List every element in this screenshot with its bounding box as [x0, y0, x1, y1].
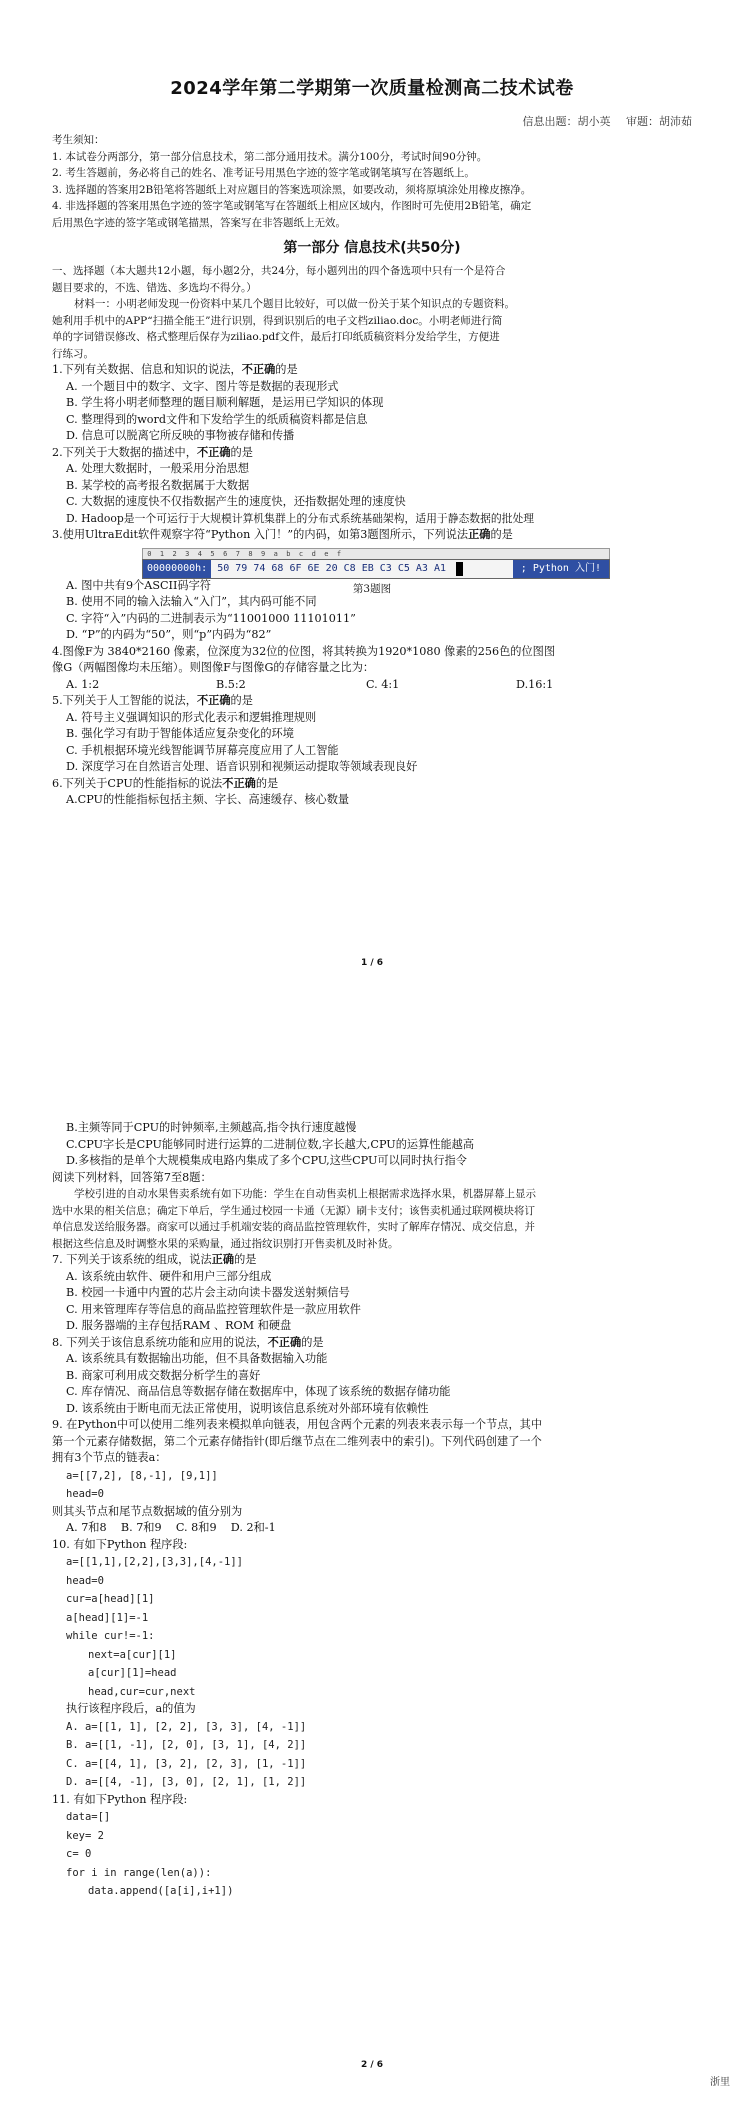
page-number: 1 / 6 — [360, 958, 384, 968]
question-stem: 10. 有如下Python 程序段: — [52, 1537, 188, 1551]
corner-label: 浙里 — [710, 2077, 730, 2088]
option-c: C. 整理得到的word文件和下发给学生的纸质稿资料都是信息 — [66, 412, 368, 426]
code-line: a=[[7,2], [8,-1], [9,1]] — [66, 1469, 218, 1482]
option-c: C. 用来管理库存等信息的商品监控管理软件是一款应用软件 — [66, 1302, 361, 1316]
question-stem: 拥有3个节点的链表a： — [52, 1451, 167, 1464]
option-b: B. 某学校的高考报名数据属于大数据 — [66, 478, 250, 492]
question-6 — [52, 776, 692, 809]
question-stem: 7. 下列关于该系统的组成，说法正确的是 — [52, 1253, 257, 1266]
question-stem: 则其头节点和尾节点数据域的值分别为 — [52, 1504, 243, 1518]
option-a: A. 1:2 — [66, 677, 100, 691]
part1-title: 第一部分 信息技术(共50分) — [283, 240, 461, 256]
code-line: a=[[1,1],[2,2],[3,3],[4,-1]] — [66, 1556, 244, 1568]
notice-line: 1. 本试卷分两部分，第一部分信息技术，第二部分通用技术。满分100分，考试时间90分钟。 — [52, 150, 488, 163]
options-row — [52, 677, 692, 694]
page-2 — [0, 1060, 744, 2104]
question-stem: 5.下列关于人工智能的说法，不正确的是 — [52, 694, 253, 707]
question-stem: 3.使用UltraEdit软件观察字符“Python 入门！”的内码，如第3题图所示，下列说法正确的是 — [52, 528, 513, 541]
option-d: D. 深度学习在自然语言处理、语音识别和视频运动提取等领域表现良好 — [66, 760, 418, 773]
hex-address: 00000000h: — [143, 560, 211, 578]
option-d: D. 该系统由于断电而无法正常使用，说明该信息系统对外部环境有依赖性 — [66, 1401, 429, 1415]
intro-line: 材料一：小明老师发现一份资料中某几个题目比较好，可以做一份关于某个知识点的专题资料。 — [74, 298, 515, 310]
option-c: C. 4:1 — [366, 677, 400, 691]
option-a: A. 该系统由软件、硬件和用户三部分组成 — [66, 1269, 272, 1283]
option-c: C. 字符“入”内码的二进制表示为“11001000 11101011” — [66, 611, 356, 625]
code-line: head=0 — [66, 1488, 104, 1500]
code-line: for i in range(len(a)): — [66, 1866, 212, 1879]
question-stem: 第一个元素存储数据，第二个元素存储指针(即后继节点在二维列表中的索引)。下列代码创建了一个 — [52, 1434, 542, 1448]
question-11 — [52, 1792, 692, 1901]
code-line: key= 2 — [66, 1829, 104, 1842]
code-block — [52, 1808, 692, 1901]
hex-bytes: 50 79 74 68 6F 6E 20 C8 EB C3 C5 A3 A1 — [217, 563, 446, 574]
option-a: A. 处理大数据时，一般采用分治思想 — [66, 462, 250, 475]
question-stem: 9. 在Python中可以使用二维列表来模拟单向链表，用包含两个元素的列表来表示每一个节点，其中 — [52, 1418, 543, 1431]
question-8 — [52, 1335, 692, 1418]
option-d: D.多核指的是单个大规模集成电路内集成了多个CPU,这些CPU可以同时执行指令 — [66, 1154, 467, 1167]
code-line: a[cur][1]=head — [88, 1667, 177, 1679]
question-1 — [52, 362, 692, 445]
option-a: A. 一个题目中的数字、文字、图片等是数据的表现形式 — [66, 379, 339, 393]
setter-label: 信息出题：胡小英 — [522, 115, 611, 128]
option-d: D. 信息可以脱离它所反映的事物被存储和传播 — [66, 429, 295, 442]
page-1-content — [52, 132, 692, 809]
hex-row — [142, 559, 610, 579]
question-stem: 8. 下列关于该信息系统功能和应用的说法，不正确的是 — [52, 1335, 324, 1349]
hex-ascii: ; Python 入门! — [513, 560, 609, 578]
notice-line: 2. 考生答题前，务必将自己的姓名、准考证号用黑色字迹的签字笔或钢笔填写在答题纸上。 — [52, 167, 475, 179]
option-c: C. 8和9 — [175, 1521, 217, 1534]
hex-ruler: 0 1 2 3 4 5 6 7 8 9 a b c d e f — [142, 548, 610, 559]
option-b: B. 使用不同的输入法输入“入门”，其内码可能不同 — [66, 595, 317, 608]
reading-line: 单信息发送给服务器。商家可以通过手机端安装的商品监控管理软件，实时了解库存情况、成交信息，并 — [52, 1221, 535, 1233]
text-cursor-icon — [456, 562, 463, 576]
reading-material — [52, 1170, 692, 1253]
question-stem: 6.下列关于CPU的性能指标的说法不正确的是 — [52, 776, 279, 790]
question-stem: 像G（两幅图像均未压缩）。则图像F与图像G的存储容量之比为： — [52, 661, 375, 674]
option-d: D. Hadoop是一个可运行于大规模计算机集群上的分布式系统基础架构，适用于静态数据的批处理 — [66, 511, 535, 525]
option-c: C.CPU字长是CPU能够同时进行运算的二进制位数,字长越大,CPU的运算性能越高 — [66, 1137, 475, 1151]
question-stem: 11. 有如下Python 程序段: — [52, 1792, 188, 1806]
option-a: A.CPU的性能指标包括主频、字长、高速缓存、核心数量 — [66, 793, 350, 806]
option-b: B. 学生将小明老师整理的题目顺利解题，是运用已学知识的体现 — [66, 396, 384, 409]
figure-caption: 第3题图 — [352, 582, 392, 595]
options-row — [52, 1520, 692, 1537]
intro-line: 一、选择题（本大题共12小题，每小题2分，共24分，每小题列出的四个备选项中只有一个是符合 — [52, 265, 506, 277]
intro-line: 题目要求的，不选、错选、多选均不得分。） — [52, 281, 257, 294]
code-line: c= 0 — [66, 1848, 92, 1860]
question-2 — [52, 445, 692, 528]
question-5 — [52, 693, 692, 776]
option-a: A. 符号主义强调知识的形式化表示和逻辑推理规则 — [66, 710, 317, 724]
page-number: 2 / 6 — [360, 2060, 384, 2070]
option-d: D. 2和-1 — [230, 1521, 276, 1534]
code-line: while cur!=-1: — [66, 1630, 155, 1642]
question-4 — [52, 644, 692, 694]
reading-line: 阅读下列材料，回答第7至8题： — [52, 1170, 212, 1184]
option-a: A. a=[[1, 1], [2, 2], [3, 3], [4, -1]] — [66, 1720, 307, 1733]
option-b: B. 校园一卡通中内置的芯片会主动向读卡器发送射频信号 — [66, 1286, 350, 1299]
option-c: C. 大数据的速度快不仅指数据产生的速度快，还指数据处理的速度快 — [66, 495, 406, 508]
option-b: B. 强化学习有助于智能体适应复杂变化的环境 — [66, 727, 294, 740]
code-line: data=[] — [66, 1811, 111, 1823]
question-9 — [52, 1417, 692, 1537]
question-stem: 2.下列关于大数据的描述中，不正确的是 — [52, 445, 253, 459]
question-10 — [52, 1537, 692, 1792]
intro-line: 行练习。 — [52, 347, 94, 360]
notice-line: 考生须知： — [52, 134, 105, 146]
byline — [511, 113, 693, 129]
intro-line: 单的字词错误修改、格式整理后保存为ziliao.pdf文件，最后打印纸质稿资料分发给学生，方便进 — [52, 331, 500, 343]
exam-title: 2024学年第二学期第一次质量检测高二技术试卷 — [170, 78, 574, 99]
reviewer-label: 审题：胡沛茹 — [626, 115, 692, 128]
option-d: D. 服务器端的主存包括RAM 、ROM 和硬盘 — [66, 1319, 292, 1332]
code-line: cur=a[head][1] — [66, 1593, 155, 1605]
notice-line: 4. 非选择题的答案用黑色字迹的签字笔或钢笔写在答题纸上相应区域内，作图时可先使用2B铅笔，确定 — [52, 200, 532, 212]
option-b: B. a=[[1, -1], [2, 0], [3, 1], [4, 2]] — [66, 1739, 307, 1751]
reading-line: 根据这些信息及时调整水果的采购量，通过指纹识别打开售卖机及时补货。 — [52, 1237, 399, 1250]
option-c: C. a=[[4, 1], [3, 2], [2, 3], [1, -1]] — [66, 1757, 307, 1770]
option-b: B.主频等同于CPU的时钟频率,主频越高,指令执行速度越慢 — [66, 1121, 357, 1134]
option-a: A. 该系统具有数据输出功能，但不具备数据输入功能 — [66, 1352, 328, 1365]
intro-line: 她利用手机中的APP“扫描全能王”进行识别，得到识别后的电子文档ziliao.doc。小明老师进行简 — [52, 314, 503, 327]
code-line: a[head][1]=-1 — [66, 1611, 149, 1624]
notice-line: 后用黑色字迹的签字笔或钢笔描黑，答案写在非答题纸上无效。 — [52, 216, 346, 229]
option-d: D. “P”的内码为“50”，则“p”内码为“82” — [66, 628, 272, 641]
page-2-content — [52, 1120, 692, 1901]
code-line: head=0 — [66, 1574, 104, 1587]
question-stem: 4.图像F为 3840*2160 像素，位深度为32位的位图，将其转换为1920*1080 像素的256色的位图图 — [52, 644, 556, 658]
notice-block — [52, 132, 692, 231]
question-7 — [52, 1252, 692, 1335]
code-block — [52, 1553, 692, 1701]
option-c: C. 手机根据环境光线智能调节屏幕亮度应用了人工智能 — [66, 743, 339, 757]
option-d: D.16:1 — [516, 677, 554, 691]
code-line: next=a[cur][1] — [88, 1648, 177, 1661]
option-c: C. 库存情况、商品信息等数据存储在数据库中，体现了该系统的数据存储功能 — [66, 1385, 451, 1398]
notice-line: 3. 选择题的答案用2B铅笔将答题纸上对应题目的答案选项涂黑，如要改动，须将原填涂处用橡皮擦净。 — [52, 183, 532, 196]
code-line: head,cur=cur,next — [88, 1685, 196, 1698]
question-6-continued — [52, 1120, 692, 1170]
option-b: B. 商家可利用成交数据分析学生的喜好 — [66, 1368, 261, 1382]
hex-editor-figure — [142, 548, 610, 579]
reading-line: 选中水果的相关信息；确定下单后，学生通过校园一卡通（无源）刷卡支付；该售卖机通过联网模块将订 — [52, 1204, 535, 1217]
intro-block — [52, 263, 692, 362]
option-d: D. a=[[4, -1], [3, 0], [2, 1], [1, 2]] — [66, 1776, 307, 1788]
question-stem: 1.下列有关数据、信息和知识的说法，不正确的是 — [52, 363, 298, 376]
option-a: A. 7和8 — [66, 1521, 107, 1534]
option-b: B.5:2 — [216, 677, 246, 691]
option-b: B. 7和9 — [120, 1521, 162, 1534]
question-stem: 执行该程序段后，a的值为 — [66, 1702, 196, 1715]
reading-line: 学校引进的自动水果售卖系统有如下功能：学生在自动售卖机上根据需求选择水果，机器屏幕上显示 — [74, 1188, 536, 1200]
code-line: data.append([a[i],i+1]) — [88, 1885, 234, 1897]
option-a: A. 图中共有9个ASCII码字符 — [66, 578, 211, 592]
question-3 — [52, 527, 692, 644]
